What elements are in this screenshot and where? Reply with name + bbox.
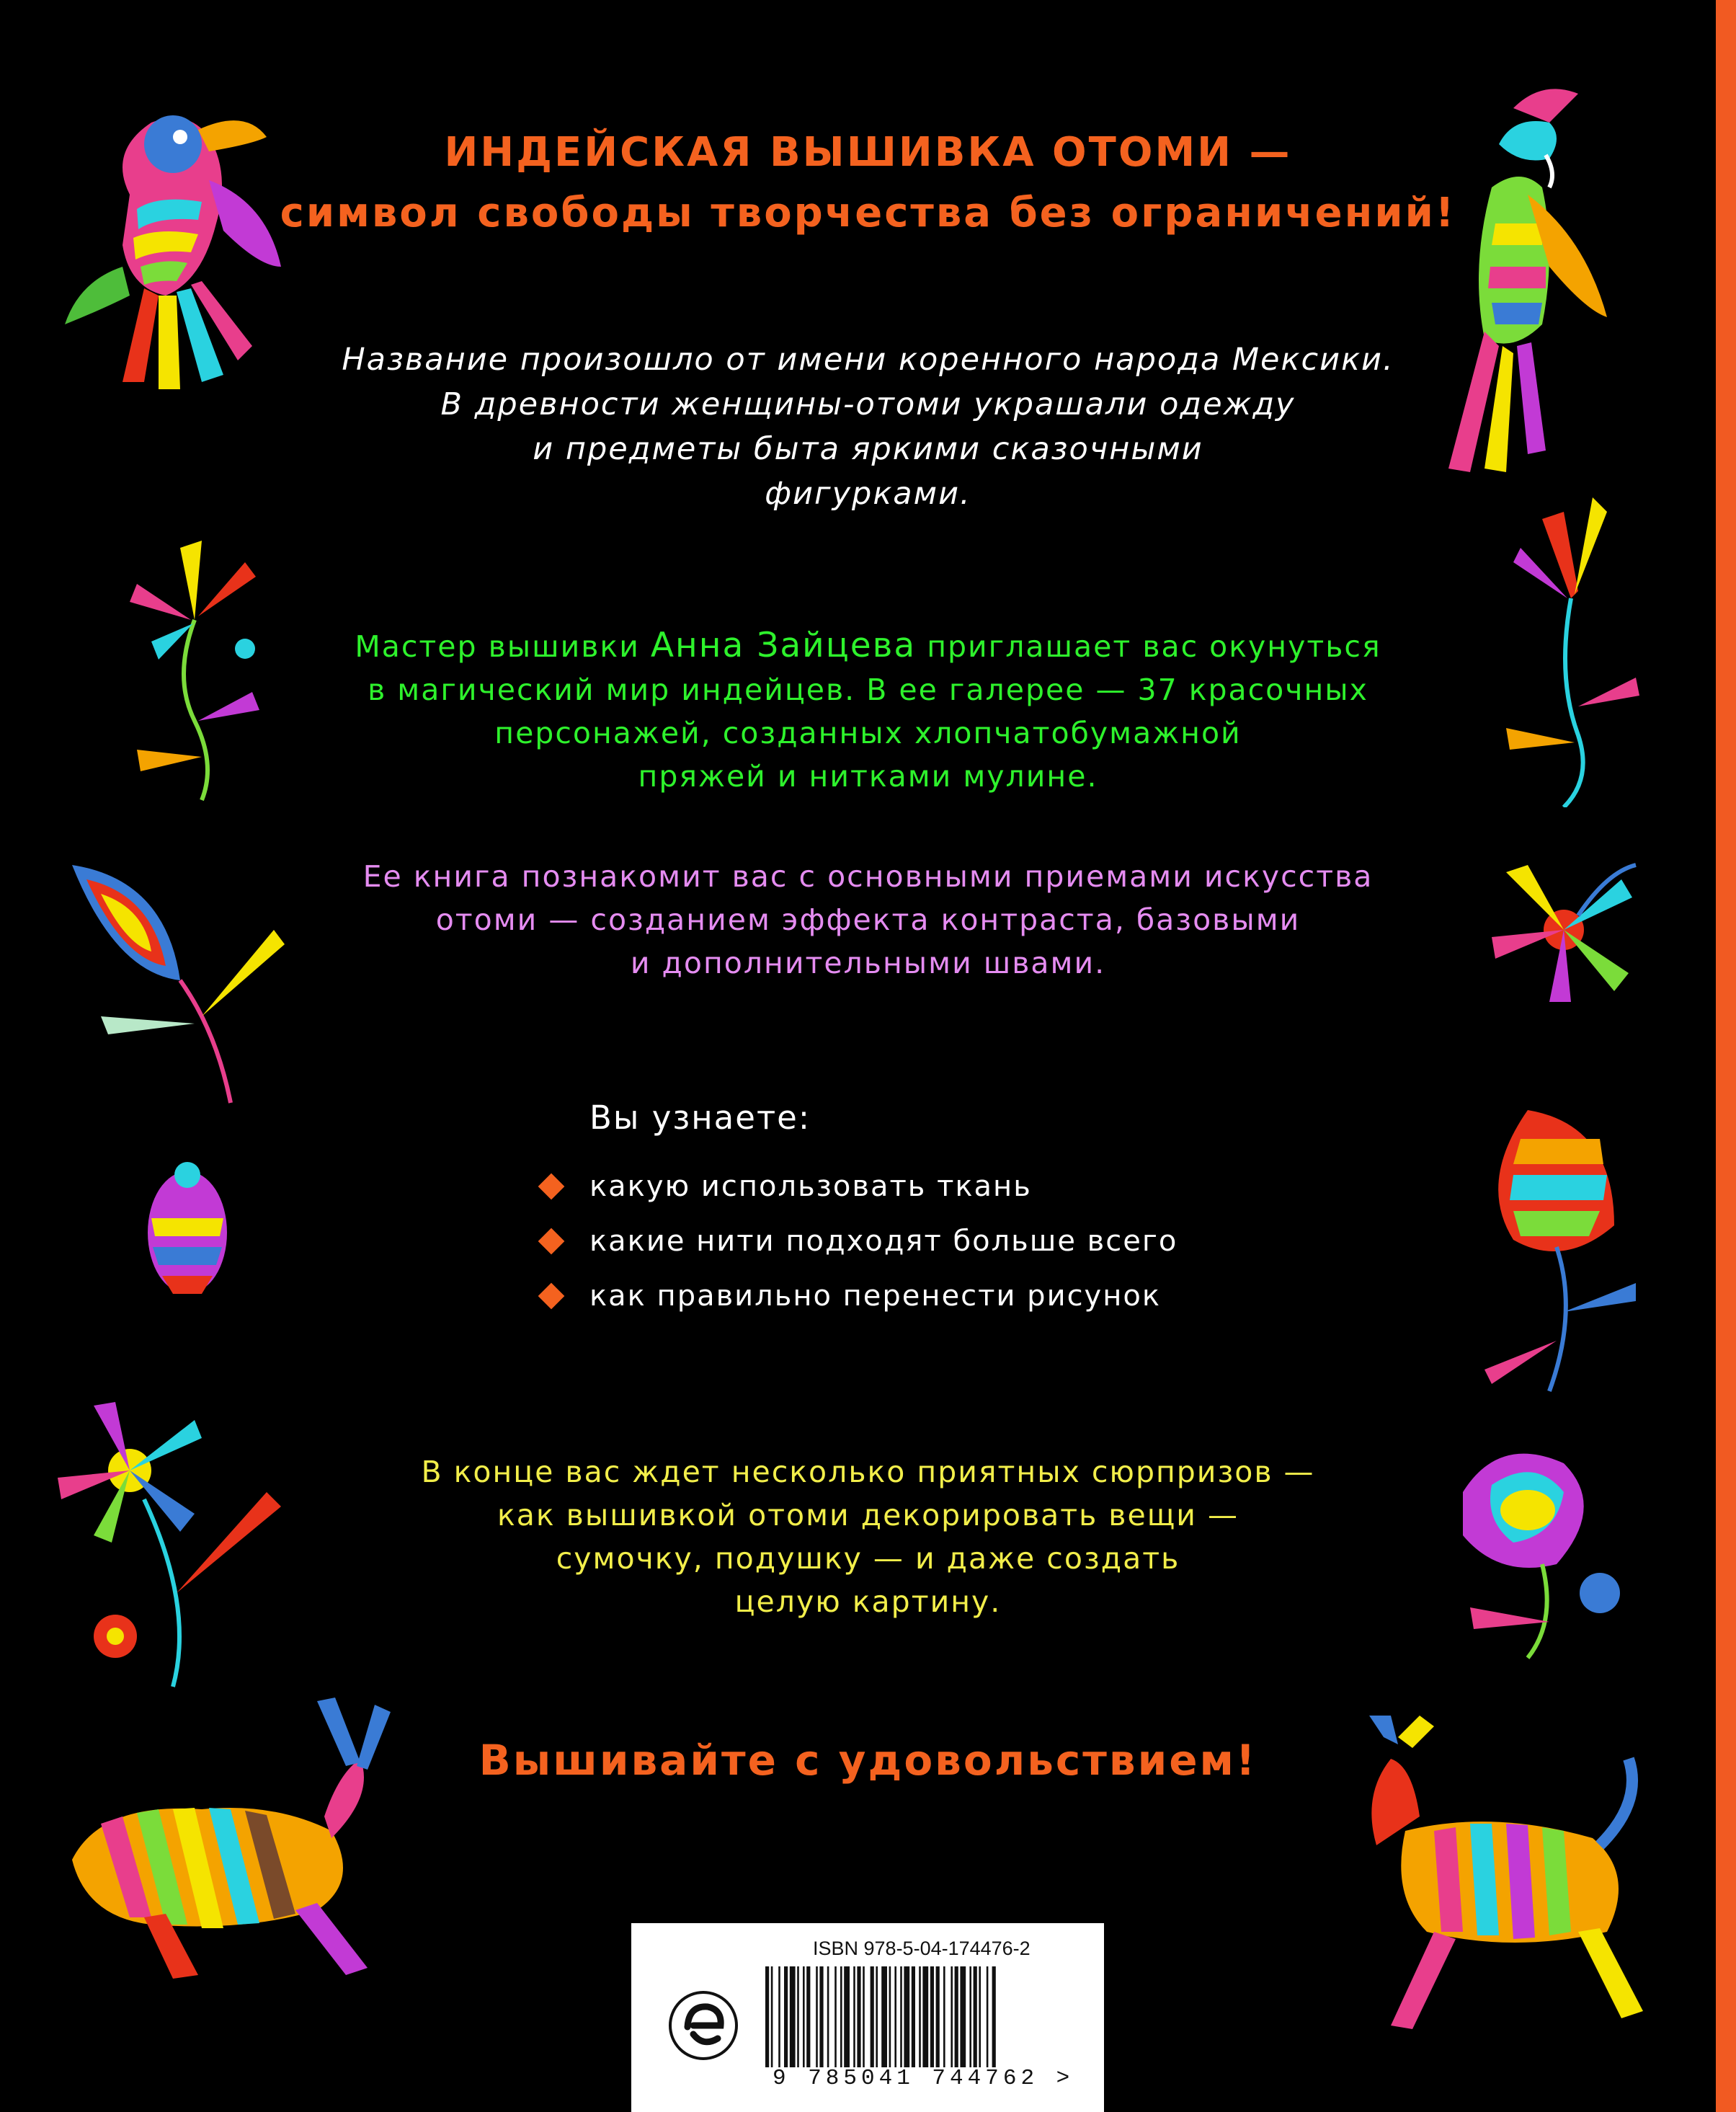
list-item <box>542 1159 1178 1214</box>
barcode-bar <box>987 1966 989 2067</box>
surprise-line-2: как вышивкой отоми декорировать вещи — <box>497 1498 1239 1532</box>
master-line-2: в магический мир индейцев. В ее галерее — 37 красочных <box>368 673 1368 707</box>
barcode-bar <box>871 1966 874 2067</box>
barcode-digits: 9 785041 744762 > <box>773 2066 1074 2091</box>
master-line-4: пряжей и нитками мулине. <box>638 759 1098 794</box>
barcode-bar <box>840 1966 842 2067</box>
intro-line-2: В древности женщины-отоми украшали одежду <box>440 386 1296 422</box>
surprise-line-4: целую картину. <box>734 1584 1002 1619</box>
list-item-text: как правильно перенести рисунок <box>589 1279 1162 1313</box>
barcode-bar <box>943 1966 945 2067</box>
eksmo-logo-icon <box>667 1989 739 2062</box>
diamond-bullet-icon <box>538 1173 565 1200</box>
book-line-2: отоми — созданием эффекта контраста, базовыми <box>435 902 1301 937</box>
list-item <box>542 1269 1178 1323</box>
diamond-bullet-icon <box>538 1283 565 1310</box>
intro-line-4: фигурками. <box>765 476 971 512</box>
barcode-bar <box>930 1966 934 2067</box>
barcode-bars <box>765 1966 1068 2067</box>
barcode-bar <box>974 1966 977 2067</box>
barcode-bar <box>894 1966 896 2067</box>
barcode-bar <box>827 1966 829 2067</box>
barcode-bar <box>876 1966 878 2067</box>
intro-line-1: Название произошло от имени коренного народа Мексики. <box>342 342 1394 378</box>
barcode-panel <box>631 1923 1104 2112</box>
learn-title: Вы узнаете: <box>589 1099 811 1137</box>
barcode-bar <box>816 1966 818 2067</box>
barcode-bar <box>771 1966 773 2067</box>
surprise-paragraph <box>0 1450 1736 1623</box>
headline-line-1: ИНДЕЙСКАЯ ВЫШИВКА ОТОМИ — <box>444 129 1292 176</box>
author-name: Анна Зайцева <box>650 626 917 665</box>
surprise-line-3: сумочку, подушку — и даже создать <box>556 1541 1180 1576</box>
isbn-label: ISBN 978-5-04-174476-2 <box>813 1938 1031 1959</box>
master-line-1 <box>0 624 1736 668</box>
barcode-bar <box>992 1966 996 2067</box>
surprise-line-1: В конце вас ждет несколько приятных сюрпризов — <box>421 1455 1315 1489</box>
barcode-bar <box>881 1966 887 2067</box>
barcode-bar <box>922 1966 928 2067</box>
barcode-bar <box>784 1966 788 2067</box>
barcode-bar <box>778 1966 780 2067</box>
master-suffix: приглашает вас окунуться <box>927 629 1381 664</box>
list-item-text: какую использовать ткань <box>589 1170 1032 1203</box>
barcode-bar <box>936 1966 940 2067</box>
barcode-bar <box>960 1966 966 2067</box>
barcode-bar <box>919 1966 921 2067</box>
barcode-bar <box>857 1966 860 2067</box>
barcode-bar <box>803 1966 805 2067</box>
barcode-bar <box>955 1966 958 2067</box>
barcode-bar <box>844 1966 850 2067</box>
master-prefix: Мастер вышивки <box>355 629 640 664</box>
book-paragraph <box>0 855 1736 985</box>
headline-line-2: символ свободы творчества без ограничений! <box>280 190 1456 236</box>
intro-line-3: и предметы быта яркими сказочными <box>533 431 1203 467</box>
barcode-bar <box>806 1966 810 2067</box>
barcode-bar <box>819 1966 823 2067</box>
book-line-1: Ее книга познакомит вас с основными приемами искусства <box>362 859 1374 894</box>
embroidered-beetle-icon <box>137 1153 238 1305</box>
barcode-bar <box>765 1966 769 2067</box>
diamond-bullet-icon <box>538 1228 565 1255</box>
book-line-3: и дополнительными швами. <box>630 946 1106 980</box>
headline <box>0 123 1736 244</box>
barcode-bar <box>790 1966 796 2067</box>
embroidered-leaf-icon <box>1470 1096 1643 1398</box>
barcode-bar <box>797 1966 799 2067</box>
barcode-bar <box>979 1966 981 2067</box>
barcode-bar <box>889 1966 891 2067</box>
closing-slogan: Вышивайте с удовольствием! <box>478 1736 1258 1785</box>
learn-list <box>542 1159 1178 1323</box>
list-item-text: какие нити подходят больше всего <box>589 1225 1178 1258</box>
master-paragraph <box>0 624 1736 798</box>
barcode-bar <box>900 1966 902 2067</box>
barcode-bar <box>904 1966 909 2067</box>
master-line-3: персонажей, созданных хлопчатобумажной <box>494 716 1242 750</box>
barcode-bar <box>853 1966 855 2067</box>
intro-paragraph <box>0 337 1736 516</box>
orange-spine-strip <box>1716 0 1736 2112</box>
barcode-bar <box>834 1966 837 2067</box>
barcode-bar <box>863 1966 865 2067</box>
barcode-bar <box>969 1966 971 2067</box>
barcode-bar <box>951 1966 953 2067</box>
barcode-bar <box>912 1966 915 2067</box>
list-item <box>542 1214 1178 1269</box>
